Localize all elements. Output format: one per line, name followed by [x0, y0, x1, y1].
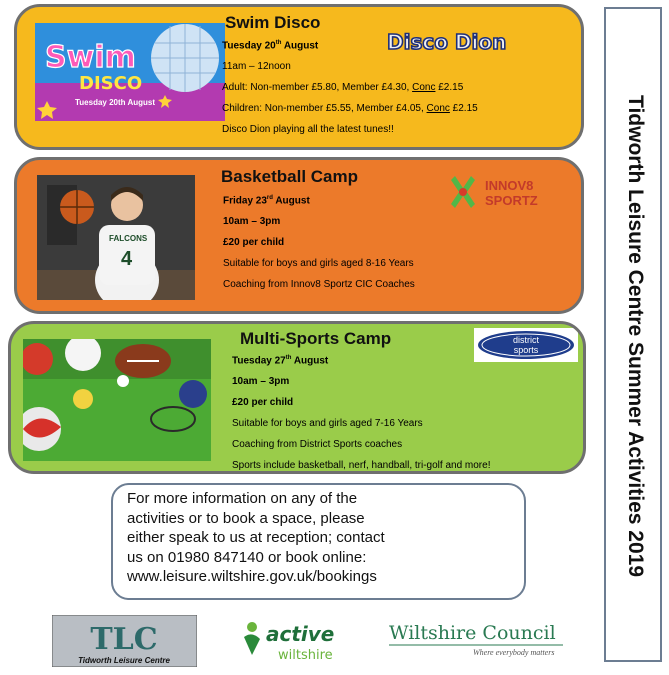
side-title: Tidworth Leisure Centre Summer Activities 2019 — [624, 95, 647, 577]
tlc-caption: Tidworth Leisure Centre — [78, 656, 170, 665]
district-sports-logo — [474, 328, 578, 362]
council-tagline-text: Where everybody matters — [473, 648, 555, 657]
district-logo-line2: sports — [513, 345, 539, 355]
multi-sports-camp-card — [8, 321, 586, 474]
swim-note: Disco Dion playing all the latest tunes!! — [222, 124, 394, 136]
wiltshire-council-logo — [387, 615, 577, 661]
swim-disco-card — [14, 4, 584, 150]
swim-children-prices: Children: Non-member £5.55, Member £4.05, Conc £2.15 — [222, 103, 478, 115]
poster-date-text: Tuesday 20th August — [75, 98, 156, 107]
basketball-date: Friday 23rd August — [223, 195, 310, 207]
swim-disco-poster-image — [35, 23, 225, 121]
booking-info-box — [111, 483, 526, 600]
basketball-age: Suitable for boys and girls aged 8-16 Years — [223, 258, 414, 270]
disco-dion-logo-text: Disco Dion — [387, 30, 507, 54]
jersey-number-text: 4 — [121, 248, 133, 270]
poster-swim-text: Swim — [45, 40, 136, 75]
council-name-text: Wiltshire Council — [389, 622, 556, 644]
booking-url-link[interactable]: www.leisure.wiltshire.gov.uk/bookings — [127, 568, 377, 585]
basketball-camp-details — [223, 188, 415, 295]
multi-sports-price: £20 per child — [232, 397, 294, 409]
info-line-1: For more information on any of the — [127, 490, 358, 507]
info-line-4: us on 01980 847140 or book online: — [127, 548, 367, 566]
multi-sports-coaching: Coaching from District Sports coaches — [232, 439, 403, 451]
active-wiltshire-logo — [238, 615, 368, 667]
multi-sports-list: Sports include basketball, nerf, handball, tri-golf and more! — [232, 460, 491, 472]
swim-adult-prices: Adult: Non-member £5.80, Member £4.30, Conc £2.15 — [222, 82, 464, 94]
multi-sports-camp-title: Multi-Sports Camp — [240, 329, 392, 348]
swim-disco-title: Swim Disco — [225, 13, 321, 32]
info-line-3: either speak to us at reception; contact — [127, 529, 385, 546]
basketball-camp-title: Basketball Camp — [221, 167, 358, 186]
tlc-letters: TLC — [90, 622, 158, 657]
multi-sports-camp-details — [232, 348, 490, 474]
tidworth-leisure-centre-logo — [52, 615, 197, 667]
multi-sports-age: Suitable for boys and girls aged 7-16 Years — [232, 418, 423, 430]
sports-equipment-graphic — [23, 339, 211, 461]
basketball-player-graphic — [37, 175, 195, 300]
district-logo-line1: district — [512, 335, 540, 345]
basketball-player-image — [37, 175, 195, 300]
side-title-panel — [604, 7, 662, 662]
sports-equipment-image — [23, 339, 211, 461]
basketball-price: £20 per child — [223, 237, 285, 249]
swim-date: Tuesday 20th August — [222, 40, 319, 52]
innov8-logo-line2: SPORTZ — [485, 193, 538, 208]
poster-disco-text: DISCO — [79, 73, 143, 94]
basketball-coaching: Coaching from Innov8 Sportz CIC Coaches — [223, 279, 415, 291]
multi-sports-time: 10am – 3pm — [232, 376, 290, 388]
basketball-camp-card — [14, 157, 584, 314]
active-text: active — [266, 622, 335, 646]
innov8-logo-line1: INNOV8 — [485, 178, 534, 193]
info-line-2: activities or to book a space, please — [127, 509, 365, 527]
swim-time: 11am – 12noon — [222, 61, 291, 73]
basketball-time: 10am – 3pm — [223, 216, 281, 228]
disco-dion-logo — [385, 25, 545, 59]
jersey-name-text: FALCONS — [109, 234, 148, 243]
multi-sports-date: Tuesday 27th August — [232, 355, 329, 367]
wiltshire-text: wiltshire — [278, 648, 333, 663]
innov8-sportz-logo — [445, 172, 581, 212]
swim-disco-poster-graphic — [35, 23, 225, 121]
